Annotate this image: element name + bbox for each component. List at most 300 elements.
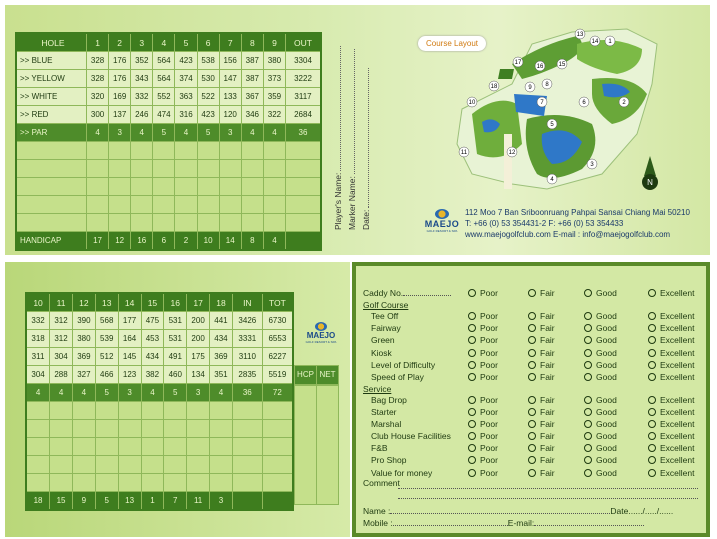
radio-circle-icon[interactable] bbox=[584, 444, 592, 452]
rating-option[interactable] bbox=[528, 468, 555, 478]
rating-option[interactable] bbox=[648, 335, 695, 345]
date-label: Date bbox=[361, 212, 371, 230]
hole-marker-label: 8 bbox=[545, 82, 549, 88]
hole-marker bbox=[489, 81, 499, 91]
rating-option[interactable] bbox=[528, 395, 555, 405]
rating-option[interactable] bbox=[648, 323, 695, 333]
yardage: 531 bbox=[164, 330, 187, 348]
rating-option[interactable] bbox=[648, 372, 695, 382]
par-value: 4 bbox=[210, 384, 233, 402]
rating-option[interactable] bbox=[468, 288, 498, 298]
handicap-value: 4 bbox=[263, 232, 285, 251]
radio-circle-icon[interactable] bbox=[528, 456, 536, 464]
rating-option-label: Good bbox=[596, 323, 617, 334]
radio-circle-icon[interactable] bbox=[468, 312, 476, 320]
par-value: 3 bbox=[118, 384, 141, 402]
radio-circle-icon[interactable] bbox=[584, 312, 592, 320]
yardage: 120 bbox=[219, 106, 241, 124]
rating-option[interactable] bbox=[528, 455, 555, 465]
date-label: Date bbox=[610, 506, 629, 516]
yardage: 522 bbox=[197, 88, 219, 106]
yardage: 564 bbox=[153, 70, 175, 88]
radio-circle-icon[interactable] bbox=[528, 373, 536, 381]
rating-option[interactable] bbox=[648, 468, 695, 478]
rating-option-label: Excellent bbox=[660, 419, 695, 430]
par-value: 4 bbox=[26, 384, 50, 402]
tee-row-yellow bbox=[16, 70, 321, 88]
radio-circle-icon[interactable] bbox=[528, 289, 536, 297]
hole-marker-label: 18 bbox=[490, 84, 498, 90]
handicap-row bbox=[16, 232, 321, 251]
grand-total: 6730 bbox=[262, 312, 293, 330]
hole-marker bbox=[525, 82, 535, 92]
rating-option[interactable] bbox=[528, 348, 555, 358]
rating-option-label: Good bbox=[596, 394, 617, 405]
yardage: 176 bbox=[109, 70, 131, 88]
rating-option[interactable] bbox=[584, 431, 617, 441]
rating-option[interactable] bbox=[584, 395, 617, 405]
radio-circle-icon[interactable] bbox=[584, 469, 592, 477]
radio-circle-icon[interactable] bbox=[528, 469, 536, 477]
radio-circle-icon[interactable] bbox=[584, 456, 592, 464]
yardage: 304 bbox=[50, 348, 73, 366]
survey-item-label: Value for money bbox=[371, 467, 433, 478]
hole-marker bbox=[587, 159, 597, 169]
yardage: 246 bbox=[131, 106, 153, 124]
score-row[interactable] bbox=[26, 420, 293, 438]
yardage: 351 bbox=[210, 366, 233, 384]
hole-number: 7 bbox=[219, 33, 241, 52]
rating-option[interactable] bbox=[584, 455, 617, 465]
radio-circle-icon[interactable] bbox=[584, 289, 592, 297]
radio-circle-icon[interactable] bbox=[528, 349, 536, 357]
rating-option-label: Poor bbox=[480, 431, 498, 442]
radio-circle-icon[interactable] bbox=[468, 324, 476, 332]
yardage: 374 bbox=[175, 70, 197, 88]
rating-option[interactable] bbox=[468, 372, 498, 382]
rating-option[interactable] bbox=[584, 443, 617, 453]
radio-circle-icon[interactable] bbox=[648, 444, 656, 452]
rating-option[interactable] bbox=[648, 407, 695, 417]
rating-option[interactable] bbox=[528, 311, 555, 321]
radio-circle-icon[interactable] bbox=[648, 396, 656, 404]
radio-circle-icon[interactable] bbox=[648, 432, 656, 440]
survey-item-label: Starter bbox=[371, 407, 397, 417]
hole-number: 11 bbox=[50, 293, 73, 312]
grand-total: 6227 bbox=[262, 348, 293, 366]
radio-circle-icon[interactable] bbox=[584, 373, 592, 381]
hole-marker bbox=[557, 59, 567, 69]
rating-option[interactable] bbox=[528, 419, 555, 429]
tee-row-white bbox=[16, 88, 321, 106]
rating-option[interactable] bbox=[528, 372, 555, 382]
handicap-value: 10 bbox=[197, 232, 219, 251]
radio-circle-icon[interactable] bbox=[468, 373, 476, 381]
radio-circle-icon[interactable] bbox=[584, 361, 592, 369]
in-total: 3331 bbox=[232, 330, 262, 348]
yardage: 327 bbox=[72, 366, 95, 384]
hole-marker-label: 5 bbox=[550, 122, 554, 128]
yardage: 369 bbox=[210, 348, 233, 366]
rating-option[interactable] bbox=[584, 323, 617, 333]
score-row[interactable] bbox=[16, 178, 321, 196]
logo-wordmark: MAEJO bbox=[306, 331, 336, 340]
survey-item-label: Fairway bbox=[371, 323, 401, 334]
yardage: 318 bbox=[26, 330, 50, 348]
maejo-logo bbox=[303, 322, 339, 344]
yardage: 311 bbox=[26, 348, 50, 366]
hole-number: 2 bbox=[109, 33, 131, 52]
rating-option[interactable] bbox=[648, 431, 695, 441]
hole-number: 9 bbox=[263, 33, 285, 52]
radio-circle-icon[interactable] bbox=[648, 336, 656, 344]
hole-number: 3 bbox=[131, 33, 153, 52]
in-label: IN bbox=[232, 293, 262, 312]
hole-marker bbox=[467, 97, 477, 107]
net-header: NET bbox=[316, 365, 339, 385]
rating-option[interactable] bbox=[468, 348, 498, 358]
rating-option[interactable] bbox=[648, 395, 695, 405]
yardage: 176 bbox=[109, 52, 131, 70]
radio-circle-icon[interactable] bbox=[648, 469, 656, 477]
date-field[interactable]: Date: bbox=[361, 68, 371, 230]
radio-circle-icon[interactable] bbox=[468, 469, 476, 477]
hcp-header: HCP bbox=[294, 365, 317, 385]
yardage: 423 bbox=[197, 106, 219, 124]
rating-option[interactable] bbox=[528, 323, 555, 333]
yardage: 390 bbox=[72, 312, 95, 330]
rating-option[interactable] bbox=[584, 348, 617, 358]
par-value: 4 bbox=[131, 124, 153, 142]
rating-option-label: Excellent bbox=[660, 347, 695, 358]
hole-number: 15 bbox=[141, 293, 164, 312]
rating-option-label: Good bbox=[596, 431, 617, 442]
radio-circle-icon[interactable] bbox=[648, 289, 656, 297]
handicap-label: HANDICAP bbox=[16, 232, 87, 251]
survey-item-label: Level of Difficulty bbox=[371, 359, 436, 370]
yardage: 320 bbox=[87, 88, 109, 106]
yardage: 346 bbox=[241, 106, 263, 124]
par-value: 5 bbox=[197, 124, 219, 142]
rating-option[interactable] bbox=[468, 468, 498, 478]
rating-option[interactable] bbox=[648, 288, 695, 298]
radio-circle-icon[interactable] bbox=[584, 324, 592, 332]
rating-option-label: Poor bbox=[480, 323, 498, 334]
score-row[interactable] bbox=[16, 196, 321, 214]
yardage: 380 bbox=[263, 52, 285, 70]
rating-option[interactable] bbox=[468, 407, 498, 417]
par-in-total: 36 bbox=[232, 384, 262, 402]
radio-circle-icon[interactable] bbox=[468, 408, 476, 416]
yardage: 304 bbox=[26, 366, 50, 384]
tee-name: >> YELLOW bbox=[16, 70, 87, 88]
radio-circle-icon[interactable] bbox=[468, 361, 476, 369]
logo-emblem-icon bbox=[435, 209, 449, 219]
hole-number: 5 bbox=[175, 33, 197, 52]
radio-circle-icon[interactable] bbox=[584, 336, 592, 344]
score-row[interactable] bbox=[26, 456, 293, 474]
radio-circle-icon[interactable] bbox=[648, 324, 656, 332]
yardage: 312 bbox=[50, 330, 73, 348]
yardage: 156 bbox=[219, 52, 241, 70]
par-value: 4 bbox=[263, 124, 285, 142]
hole-marker-label: 6 bbox=[582, 100, 586, 106]
rating-option[interactable] bbox=[584, 335, 617, 345]
phone-text: T: +66 (0) 53 354431-2 F: +66 (0) 53 354433 bbox=[465, 219, 624, 228]
contact-info bbox=[465, 207, 690, 240]
tee-row bbox=[26, 348, 293, 366]
rating-option-label: Excellent bbox=[660, 359, 695, 370]
rating-option-label: Good bbox=[596, 347, 617, 358]
rating-option[interactable] bbox=[468, 443, 498, 453]
hcp-input-column[interactable] bbox=[294, 385, 317, 505]
radio-circle-icon[interactable] bbox=[468, 336, 476, 344]
yardage: 164 bbox=[118, 330, 141, 348]
logo-emblem-icon bbox=[315, 322, 327, 331]
yardage: 288 bbox=[50, 366, 73, 384]
rating-option[interactable] bbox=[468, 431, 498, 441]
comment-line[interactable] bbox=[398, 498, 698, 499]
marker-name-label: Marker Name bbox=[347, 178, 357, 230]
in-total: 2835 bbox=[232, 366, 262, 384]
par-total: 36 bbox=[286, 124, 322, 142]
radio-circle-icon[interactable] bbox=[648, 408, 656, 416]
par-value: 5 bbox=[95, 384, 118, 402]
logo-subtitle: GOLF RESORT & SPA bbox=[426, 229, 458, 233]
radio-circle-icon[interactable] bbox=[528, 444, 536, 452]
radio-circle-icon[interactable] bbox=[468, 289, 476, 297]
rating-option[interactable] bbox=[648, 419, 695, 429]
maejo-logo bbox=[422, 209, 462, 233]
radio-circle-icon[interactable] bbox=[468, 396, 476, 404]
radio-circle-icon[interactable] bbox=[468, 456, 476, 464]
rating-option-label: Poor bbox=[480, 347, 498, 358]
rating-option[interactable] bbox=[528, 360, 555, 370]
rating-option[interactable] bbox=[648, 455, 695, 465]
survey-item-label: F&B bbox=[371, 443, 388, 454]
mobile-field[interactable]: Mobile : E-mail: bbox=[363, 518, 644, 528]
survey-item-label: Bag Drop bbox=[371, 394, 407, 405]
out-total: 3117 bbox=[286, 88, 322, 106]
rating-option[interactable] bbox=[528, 443, 555, 453]
radio-circle-icon[interactable] bbox=[528, 312, 536, 320]
yardage: 539 bbox=[95, 330, 118, 348]
caddy-number-label: Caddy No. bbox=[363, 288, 404, 298]
rating-option[interactable] bbox=[584, 311, 617, 321]
yardage: 552 bbox=[153, 88, 175, 106]
rating-option[interactable] bbox=[648, 311, 695, 321]
out-total: 3222 bbox=[286, 70, 322, 88]
marker-name-field[interactable]: Marker Name: bbox=[347, 49, 357, 230]
yardage: 434 bbox=[141, 348, 164, 366]
address-text: 112 Moo 7 Ban Sriboonruang Pahpai Sansai Chiang Mai 50210 bbox=[465, 208, 690, 217]
yardage: 530 bbox=[197, 70, 219, 88]
yardage: 564 bbox=[153, 52, 175, 70]
hole-marker bbox=[547, 174, 557, 184]
hole-number: 10 bbox=[26, 293, 50, 312]
rating-option[interactable] bbox=[528, 431, 555, 441]
rating-option-label: Fair bbox=[540, 443, 555, 454]
par-value: 3 bbox=[109, 124, 131, 142]
rating-option-label: Fair bbox=[540, 288, 555, 298]
tee-name: >> RED bbox=[16, 106, 87, 124]
yardage: 538 bbox=[197, 52, 219, 70]
radio-circle-icon[interactable] bbox=[528, 432, 536, 440]
player-name-field[interactable]: Player's Name: bbox=[333, 46, 343, 230]
rating-option-label: Excellent bbox=[660, 311, 695, 322]
comment-line[interactable] bbox=[398, 488, 698, 489]
rating-option[interactable] bbox=[528, 407, 555, 417]
name-field[interactable]: Name : Date....../...../...... bbox=[363, 506, 674, 516]
rating-option-label: Good bbox=[596, 407, 617, 417]
radio-circle-icon[interactable] bbox=[468, 444, 476, 452]
survey-section-title: Service bbox=[363, 383, 392, 394]
yardage: 145 bbox=[118, 348, 141, 366]
tee-row bbox=[26, 330, 293, 348]
rating-option-label: Good bbox=[596, 288, 617, 298]
hole-number: 17 bbox=[187, 293, 210, 312]
yardage: 373 bbox=[263, 70, 285, 88]
rating-option-label: Fair bbox=[540, 323, 555, 334]
out-label: OUT bbox=[286, 33, 322, 52]
out-total: 3304 bbox=[286, 52, 322, 70]
par-row bbox=[16, 124, 321, 142]
course-layout-label: Course Layout bbox=[426, 39, 479, 48]
hole-marker-label: 7 bbox=[540, 100, 544, 106]
rating-option[interactable] bbox=[468, 455, 498, 465]
rating-option[interactable] bbox=[528, 288, 555, 298]
radio-circle-icon[interactable] bbox=[528, 396, 536, 404]
radio-circle-icon[interactable] bbox=[584, 349, 592, 357]
hole-marker bbox=[590, 36, 600, 46]
score-row[interactable] bbox=[16, 160, 321, 178]
rating-option-label: Excellent bbox=[660, 455, 695, 466]
radio-circle-icon[interactable] bbox=[468, 432, 476, 440]
score-row[interactable] bbox=[16, 142, 321, 160]
hole-marker-label: 9 bbox=[528, 85, 532, 91]
radio-circle-icon[interactable] bbox=[648, 373, 656, 381]
radio-circle-icon[interactable] bbox=[528, 324, 536, 332]
compass-label: N bbox=[647, 178, 653, 187]
score-row[interactable] bbox=[26, 438, 293, 456]
radio-circle-icon[interactable] bbox=[528, 336, 536, 344]
rating-option-label: Good bbox=[596, 311, 617, 322]
rating-option[interactable] bbox=[528, 335, 555, 345]
hole-marker-label: 1 bbox=[608, 39, 612, 45]
yardage: 147 bbox=[219, 70, 241, 88]
yardage: 134 bbox=[187, 366, 210, 384]
par-row bbox=[26, 384, 293, 402]
rating-option[interactable] bbox=[584, 288, 617, 298]
rating-option[interactable] bbox=[468, 360, 498, 370]
rating-option[interactable] bbox=[468, 311, 498, 321]
rating-option[interactable] bbox=[468, 335, 498, 345]
radio-circle-icon[interactable] bbox=[648, 420, 656, 428]
rating-option-label: Fair bbox=[540, 359, 555, 370]
rating-option[interactable] bbox=[648, 360, 695, 370]
yardage: 177 bbox=[118, 312, 141, 330]
yardage: 474 bbox=[153, 106, 175, 124]
radio-circle-icon[interactable] bbox=[584, 408, 592, 416]
radio-circle-icon[interactable] bbox=[468, 349, 476, 357]
tee-row-red bbox=[16, 106, 321, 124]
radio-circle-icon[interactable] bbox=[648, 361, 656, 369]
hole-marker-label: 12 bbox=[508, 150, 516, 156]
caddy-number-field[interactable] bbox=[363, 288, 451, 298]
hole-number: 1 bbox=[87, 33, 109, 52]
radio-circle-icon[interactable] bbox=[584, 432, 592, 440]
radio-circle-icon[interactable] bbox=[584, 396, 592, 404]
net-input-column[interactable] bbox=[316, 385, 339, 505]
rating-option-label: Poor bbox=[480, 455, 498, 466]
in-total: 3110 bbox=[232, 348, 262, 366]
rating-option-label: Excellent bbox=[660, 407, 695, 417]
radio-circle-icon[interactable] bbox=[528, 361, 536, 369]
rating-option-label: Good bbox=[596, 419, 617, 430]
yardage: 369 bbox=[72, 348, 95, 366]
radio-circle-icon[interactable] bbox=[528, 420, 536, 428]
radio-circle-icon[interactable] bbox=[648, 456, 656, 464]
rating-option-label: Good bbox=[596, 443, 617, 454]
course-layout-callout bbox=[418, 36, 486, 51]
hole-header-row bbox=[16, 33, 321, 52]
rating-option[interactable] bbox=[584, 468, 617, 478]
score-row[interactable] bbox=[26, 474, 293, 492]
rating-option[interactable] bbox=[648, 443, 695, 453]
yardage: 332 bbox=[131, 88, 153, 106]
radio-circle-icon[interactable] bbox=[648, 349, 656, 357]
radio-circle-icon[interactable] bbox=[528, 408, 536, 416]
score-row[interactable] bbox=[16, 214, 321, 232]
rating-option[interactable] bbox=[468, 419, 498, 429]
yardage: 491 bbox=[164, 348, 187, 366]
rating-option[interactable] bbox=[584, 372, 617, 382]
rating-option[interactable] bbox=[468, 323, 498, 333]
handicap-value: 8 bbox=[241, 232, 263, 251]
hole-header-row bbox=[26, 293, 293, 312]
score-row[interactable] bbox=[26, 402, 293, 420]
rating-option-label: Poor bbox=[480, 407, 498, 417]
rating-option[interactable] bbox=[584, 360, 617, 370]
yardage: 453 bbox=[141, 330, 164, 348]
hole-marker-label: 16 bbox=[536, 64, 544, 70]
rating-option-label: Good bbox=[596, 371, 617, 382]
rating-option-label: Excellent bbox=[660, 288, 695, 298]
rating-option-label: Poor bbox=[480, 394, 498, 405]
radio-circle-icon[interactable] bbox=[468, 420, 476, 428]
dotted-line bbox=[403, 295, 451, 296]
rating-option-label: Poor bbox=[480, 288, 498, 298]
yardage: 359 bbox=[263, 88, 285, 106]
hole-marker bbox=[537, 97, 547, 107]
par-value: 4 bbox=[50, 384, 73, 402]
yardage: 466 bbox=[95, 366, 118, 384]
radio-circle-icon[interactable] bbox=[584, 420, 592, 428]
survey-item-label: Kiosk bbox=[371, 347, 392, 358]
handicap-value: 17 bbox=[87, 232, 109, 251]
par-value: 5 bbox=[164, 384, 187, 402]
rating-option[interactable] bbox=[584, 407, 617, 417]
handicap-value: 13 bbox=[118, 492, 141, 511]
rating-option[interactable] bbox=[648, 348, 695, 358]
yardage: 475 bbox=[141, 312, 164, 330]
handicap-value: 9 bbox=[72, 492, 95, 511]
radio-circle-icon[interactable] bbox=[648, 312, 656, 320]
rating-option[interactable] bbox=[468, 395, 498, 405]
rating-option[interactable] bbox=[584, 419, 617, 429]
hole-number: 12 bbox=[72, 293, 95, 312]
rating-option-label: Fair bbox=[540, 455, 555, 466]
